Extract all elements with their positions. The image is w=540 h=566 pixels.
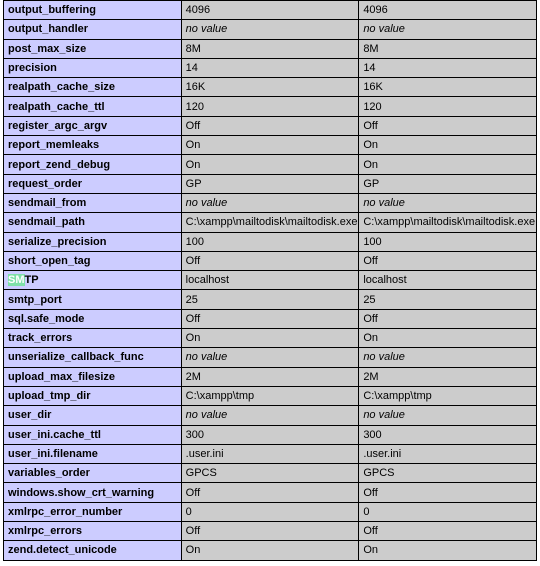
table-row — [4, 386, 537, 405]
directive-name-cell: variables_order — [4, 464, 182, 483]
directive-name-cell: xmlrpc_errors — [4, 522, 182, 541]
local-value-cell: 100 — [181, 232, 359, 251]
directive-name-cell: user_dir — [4, 406, 182, 425]
master-value-cell — [359, 20, 537, 39]
local-value-cell — [181, 20, 359, 39]
local-value-cell: 8M — [181, 39, 359, 58]
table-row — [4, 502, 537, 521]
directive-name-cell: upload_max_filesize — [4, 367, 182, 386]
directive-name-cell: user_ini.cache_ttl — [4, 425, 182, 444]
directive-name-cell: realpath_cache_size — [4, 78, 182, 97]
local-value-cell: C:\xampp\mailtodisk\mailtodisk.exe — [181, 213, 359, 232]
directive-name-cell: sql.safe_mode — [4, 309, 182, 328]
table-row — [4, 78, 537, 97]
table-row — [4, 174, 537, 193]
local-value-cell: localhost — [181, 271, 359, 290]
master-value-cell: 8M — [359, 39, 537, 58]
local-value-cell: 120 — [181, 97, 359, 116]
table-row — [4, 116, 537, 135]
directive-name-cell: realpath_cache_ttl — [4, 97, 182, 116]
table-row — [4, 1, 537, 20]
table-row — [4, 329, 537, 348]
local-value-cell — [181, 193, 359, 212]
local-value-cell: On — [181, 136, 359, 155]
local-value-cell: .user.ini — [181, 444, 359, 463]
local-value-cell: Off — [181, 483, 359, 502]
master-value-cell: Off — [359, 483, 537, 502]
local-value-cell — [181, 348, 359, 367]
master-value-cell: Off — [359, 251, 537, 270]
master-value-cell: GP — [359, 174, 537, 193]
directive-name-cell: request_order — [4, 174, 182, 193]
local-value-cell: 16K — [181, 78, 359, 97]
master-value-cell: localhost — [359, 271, 537, 290]
master-value-cell: 14 — [359, 58, 537, 77]
table-row — [4, 464, 537, 483]
directive-name-cell: report_memleaks — [4, 136, 182, 155]
master-value-cell: GPCS — [359, 464, 537, 483]
directive-name-cell — [4, 271, 182, 290]
table-row — [4, 290, 537, 309]
table-row — [4, 213, 537, 232]
table-row — [4, 39, 537, 58]
table-row — [4, 155, 537, 174]
directive-name-cell: xmlrpc_error_number — [4, 502, 182, 521]
no-value-text: no value — [185, 409, 228, 422]
directive-name-cell: serialize_precision — [4, 232, 182, 251]
table-row — [4, 406, 537, 425]
table-row — [4, 541, 537, 560]
no-value-text: no value — [363, 409, 405, 422]
local-value-cell: 25 — [181, 290, 359, 309]
master-value-cell: 2M — [359, 367, 537, 386]
directive-name-cell: output_buffering — [4, 1, 182, 20]
master-value-cell — [359, 348, 537, 367]
master-value-cell: Off — [359, 522, 537, 541]
directive-name-cell: register_argc_argv — [4, 116, 182, 135]
master-value-cell: On — [359, 155, 537, 174]
local-value-cell: 300 — [181, 425, 359, 444]
table-row — [4, 483, 537, 502]
local-value-cell: On — [181, 155, 359, 174]
directive-name-cell: short_open_tag — [4, 251, 182, 270]
master-value-cell: .user.ini — [359, 444, 537, 463]
master-value-cell: On — [359, 136, 537, 155]
master-value-cell: On — [359, 329, 537, 348]
table-row — [4, 232, 537, 251]
local-value-cell: Off — [181, 116, 359, 135]
table-row — [4, 309, 537, 328]
master-value-cell — [359, 193, 537, 212]
master-value-cell — [359, 406, 537, 425]
directive-name-cell: smtp_port — [4, 290, 182, 309]
table-row — [4, 251, 537, 270]
no-value-text: no value — [363, 23, 405, 36]
table-row — [4, 444, 537, 463]
table-row — [4, 367, 537, 386]
master-value-cell: C:\xampp\tmp — [359, 386, 537, 405]
master-value-cell: 100 — [359, 232, 537, 251]
table-row — [4, 97, 537, 116]
table-row — [4, 271, 537, 290]
local-value-cell: 4096 — [181, 1, 359, 20]
no-value-text: no value — [185, 351, 228, 364]
no-value-text: no value — [363, 351, 405, 364]
master-value-cell: On — [359, 541, 537, 560]
directive-name-cell: post_max_size — [4, 39, 182, 58]
master-value-cell: C:\xampp\mailtodisk\mailtodisk.exe — [359, 213, 537, 232]
table-row — [4, 58, 537, 77]
directive-name-cell: output_handler — [4, 20, 182, 39]
directive-name-rest: TP — [24, 274, 39, 287]
master-value-cell: 0 — [359, 502, 537, 521]
local-value-cell: Off — [181, 522, 359, 541]
master-value-cell: 25 — [359, 290, 537, 309]
master-value-cell: Off — [359, 116, 537, 135]
local-value-cell: On — [181, 541, 359, 560]
no-value-text: no value — [185, 197, 228, 210]
master-value-cell: 16K — [359, 78, 537, 97]
table-row — [4, 193, 537, 212]
table-row — [4, 20, 537, 39]
directive-name-cell: sendmail_path — [4, 213, 182, 232]
search-highlight: SM — [8, 274, 25, 287]
table-row — [4, 348, 537, 367]
directive-name-cell: zend.detect_unicode — [4, 541, 182, 560]
directive-name-cell: precision — [4, 58, 182, 77]
directive-name-cell: sendmail_from — [4, 193, 182, 212]
local-value-cell: 0 — [181, 502, 359, 521]
local-value-cell: C:\xampp\tmp — [181, 386, 359, 405]
local-value-cell: GPCS — [181, 464, 359, 483]
local-value-cell: 14 — [181, 58, 359, 77]
master-value-cell: 4096 — [359, 1, 537, 20]
local-value-cell: Off — [181, 251, 359, 270]
directives-table-body — [4, 1, 537, 561]
local-value-cell: On — [181, 329, 359, 348]
directive-name-cell: unserialize_callback_func — [4, 348, 182, 367]
directive-name-cell: user_ini.filename — [4, 444, 182, 463]
local-value-cell: GP — [181, 174, 359, 193]
directive-name-cell: track_errors — [4, 329, 182, 348]
table-row — [4, 522, 537, 541]
no-value-text: no value — [185, 23, 228, 36]
master-value-cell: 300 — [359, 425, 537, 444]
no-value-text: no value — [363, 197, 405, 210]
directive-name-cell: report_zend_debug — [4, 155, 182, 174]
directive-name-cell: upload_tmp_dir — [4, 386, 182, 405]
table-row — [4, 136, 537, 155]
table-row — [4, 425, 537, 444]
master-value-cell: 120 — [359, 97, 537, 116]
local-value-cell — [181, 406, 359, 425]
phpinfo-directives-table — [3, 0, 537, 561]
local-value-cell: Off — [181, 309, 359, 328]
directive-name-cell: windows.show_crt_warning — [4, 483, 182, 502]
local-value-cell: 2M — [181, 367, 359, 386]
master-value-cell: Off — [359, 309, 537, 328]
